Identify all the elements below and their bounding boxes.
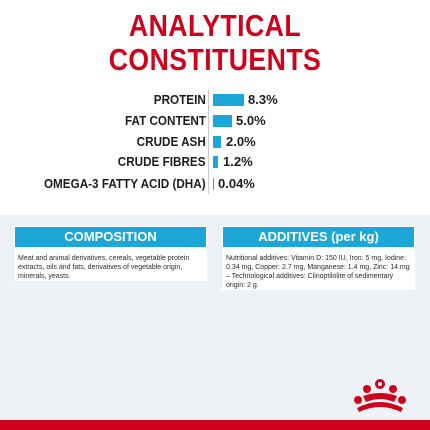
- additives-heading: ADDITIVES (per kg): [222, 226, 415, 248]
- constituent-value: 5.0%: [236, 113, 266, 128]
- constituent-value: 0.04%: [218, 176, 255, 191]
- composition-panel: [14, 226, 207, 281]
- constituent-label: OMEGA-3 FATTY ACID (DHA): [44, 176, 206, 191]
- constituent-label: CRUDE ASH: [136, 134, 206, 149]
- additives-text: Nutritional additives: Vitamin D: 150 IU, Iron: 5 mg, Iodine: 0.34 mg, Copper: 2.7 mg, Manganese: 1.4 mg, Zinc: 14 mg – Technological additives: Clinoptilolite of sedimentary origin: 2 g.: [226, 255, 410, 289]
- constituent-bar: [213, 115, 232, 127]
- title-line-1: ANALYTICAL: [128, 8, 302, 43]
- constituent-row-omega-3: [0, 174, 430, 194]
- royal-canin-crown-icon: [352, 378, 408, 414]
- constituent-bar: [213, 156, 218, 168]
- constituent-row-fat-content: [0, 111, 430, 131]
- additives-panel: [222, 226, 415, 290]
- constituent-value: 1.2%: [223, 154, 253, 169]
- constituent-row-crude-ash: [0, 132, 430, 152]
- constituent-value: 2.0%: [226, 134, 256, 149]
- constituent-label: PROTEIN: [153, 92, 206, 107]
- composition-heading: COMPOSITION: [14, 226, 207, 248]
- constituent-label: FAT CONTENT: [124, 113, 206, 128]
- constituent-bar: [213, 136, 221, 148]
- constituent-bar: [213, 94, 244, 106]
- constituent-value: 8.3%: [248, 92, 278, 107]
- constituent-row-crude-fibres: [0, 152, 430, 172]
- brand-strip: [0, 420, 430, 430]
- constituent-bar: [213, 178, 214, 190]
- composition-text: Meat and animal derivatives, cereals, vegetable protein extracts, oils and fats, derivatives of vegetable origin, minerals, yeasts.: [18, 255, 190, 280]
- title-line-2: CONSTITUENTS: [108, 42, 322, 77]
- constituent-label: CRUDE FIBRES: [118, 154, 206, 169]
- constituent-row-protein: [0, 90, 430, 110]
